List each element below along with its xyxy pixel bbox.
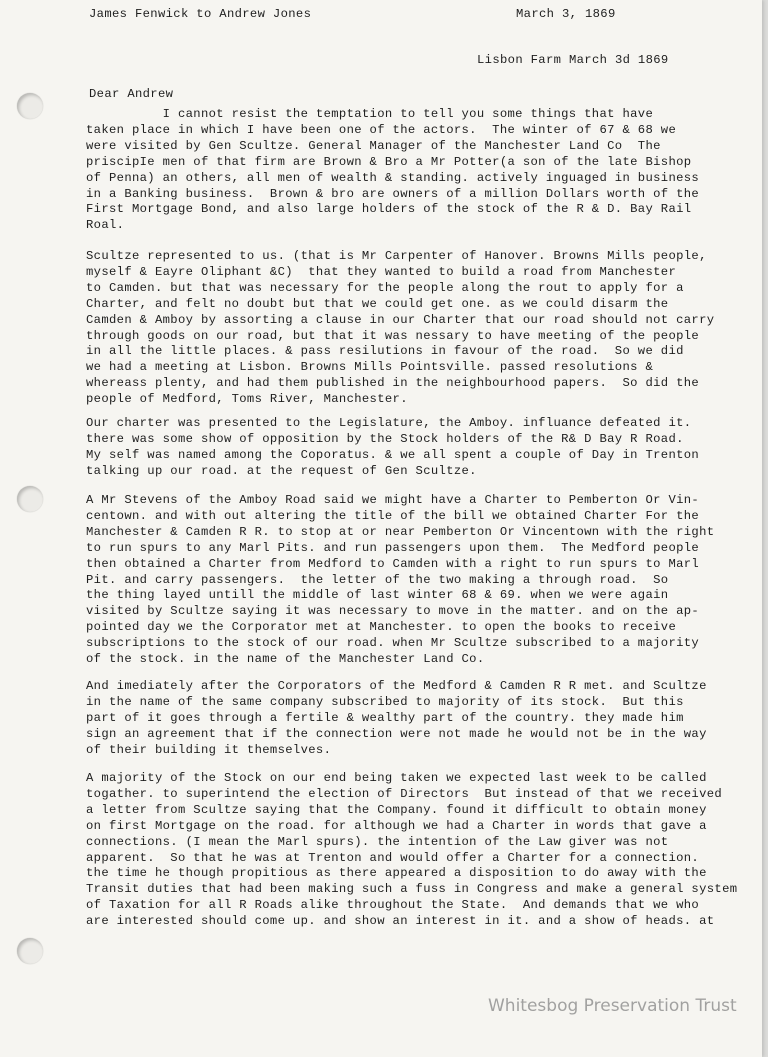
letter-paragraph: Scultze represented to us. (that is Mr Carpenter of Hanover. Browns Mills people, myself & Eayre Oliphant &C) that they wanted to build a road from Manchester to Camden. but that was necessary for the people along the rout to apply for a Charter, and felt no doubt but that we could get one. as we could disarm the Camden & Amboy by assorting a clause in our Charter that our road should not carry through goods on our road, but that it was nessary to have meeting of the people in all the little places. & pass resilutions in favour of the road. So we did we had a meeting at Lisbon. Browns Mills Pointsville. passed resolutions & whereass plenty, and had them published in the neighbourhood papers. So did the people of Medford, Toms River, Manchester. xyxy=(86,249,715,407)
punch-hole xyxy=(17,938,43,964)
letter-paragraph: A majority of the Stock on our end being taken we expected last week to be called togather. to superintend the election of Directors But instead of that we received a letter from Scultze saying that the Company. found it difficult to obtain money on first Mortgage on the road. for although we had a Charter in words that gave a connections. (I mean the Marl spurs). the intention of the Law giver was not apparent. So that he was at Trenton and would offer a Charter for a connection. the time he though propitious as there appeared a disposition to do away with the Transit duties that had been making such a fuss in Congress and make a general system of Taxation for all R Roads alike throughout the State. And demands that we who are interested should come up. and show an interest in it. and a show of heads. at xyxy=(86,771,738,929)
punch-hole xyxy=(17,486,43,512)
punch-hole xyxy=(17,93,43,119)
letter-paragraph: I cannot resist the temptation to tell you some things that have taken place in which I have been one of the actors. The winter of 67 & 68 we were visited by Gen Scultze. General Manager of the Manchester Land Co The priscipIe men of that firm are Brown & Bro a Mr Potter(a son of the late Bishop of Penna) an others, all men of wealth & standing. actively inguaged in business in a Banking business. Brown & bro are owners of a million Dollars worth of the First Mortgage Bond, and also large holders of the stock of the R & D. Bay Rail Roal. xyxy=(86,107,700,233)
document-title: James Fenwick to Andrew Jones xyxy=(89,7,312,21)
document-date: March 3, 1869 xyxy=(516,7,616,21)
letter-dateline: Lisbon Farm March 3d 1869 xyxy=(477,53,669,67)
letter-paragraph: Our charter was presented to the Legislature, the Amboy. influance defeated it. there was some show of opposition by the Stock holders of the R& D Bay R Road. My self was named among the Coporatus. & we all spent a couple of Day in Trenton talking up our road. at the request of Gen Scultze. xyxy=(86,416,700,478)
watermark-text: Whitesbog Preservation Trust xyxy=(488,996,737,1016)
letter-salutation: Dear Andrew xyxy=(89,87,174,101)
letter-paragraph: And imediately after the Corporators of the Medford & Camden R R met. and Scultze in the name of the same company subscribed to majority of its stock. But this part of it goes through a fertile & wealthy part of the country. they made him sign an agreement that if the connection were not made he would not be in the way of their building it themselves. xyxy=(86,679,707,757)
letter-paragraph: A Mr Stevens of the Amboy Road said we might have a Charter to Pemberton Or Vin- centown. and with out altering the title of the bill we obtained Charter For the Manchester & Camden R R. to stop at or near Pemberton Or Vincentown with the right to run spurs to any Marl Pits. and run passengers upon them. The Medford people then obtained a Charter from Medford to Camden with a right to run spurs to Marl Pit. and carry passengers. the letter of the two making a through road. So the thing layed untill the middle of last winter 68 & 69. when we were again visited by Scultze saying it was necessary to move in the matter. and on the ap- pointed day we the Corporator met at Manchester. to open the books to receive subscriptions to the stock of our road. when Mr Scultze subscribed to a majority of the stock. in the name of the Manchester Land Co. xyxy=(86,493,715,667)
